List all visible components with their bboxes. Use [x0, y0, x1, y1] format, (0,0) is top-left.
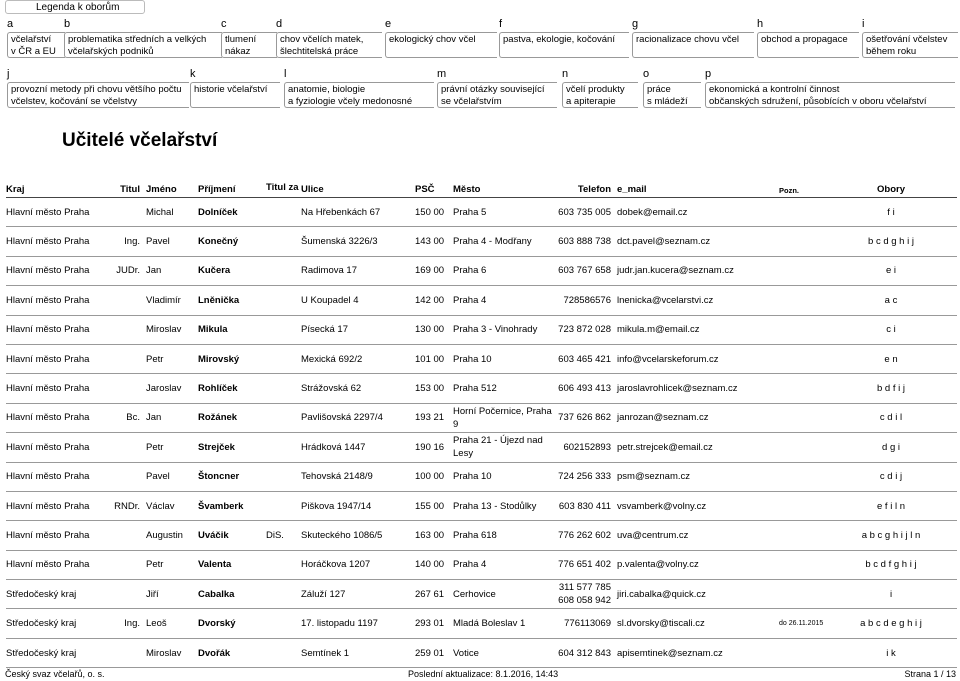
cell-email[interactable]: dobek@email.cz: [617, 198, 779, 227]
table-row: [6, 403, 957, 432]
table-row: [6, 462, 957, 491]
cell-obory: c d i j: [827, 462, 957, 491]
cell-titul-za: [266, 344, 301, 373]
cell-telefon: 724 256 333: [555, 462, 617, 491]
cell-titul-za: [266, 256, 301, 285]
cell-mesto: Praha 10: [453, 462, 555, 491]
cell-pozn: [779, 580, 827, 609]
cell-psc: 130 00: [415, 315, 453, 344]
cell-ulice: 17. listopadu 1197: [301, 609, 415, 638]
cell-telefon: 776 651 402: [555, 550, 617, 579]
cell-email[interactable]: p.valenta@volny.cz: [617, 550, 779, 579]
cell-prijmeni: Cabalka: [198, 580, 266, 609]
cell-jmeno: Jan: [146, 256, 198, 285]
cell-mesto: Praha 13 - Stodůlky: [453, 491, 555, 520]
header-ulice: Ulice: [301, 164, 415, 198]
cell-titul: [112, 550, 146, 579]
cell-kraj: Hlavní město Praha: [6, 227, 112, 256]
cell-email[interactable]: apisemtinek@seznam.cz: [617, 638, 779, 667]
cell-telefon: 311 577 785 608 058 942: [555, 580, 617, 609]
cell-mesto: Praha 21 - Újezd nad Lesy: [453, 433, 555, 462]
cell-psc: 143 00: [415, 227, 453, 256]
cell-psc: 293 01: [415, 609, 453, 638]
cell-ulice: Strážovská 62: [301, 374, 415, 403]
legend-e: e ekologický chov včel: [385, 16, 497, 58]
cell-ulice: Semtínek 1: [301, 638, 415, 667]
cell-jmeno: Petr: [146, 344, 198, 373]
cell-telefon: 723 872 028: [555, 315, 617, 344]
cell-titul-za: [266, 550, 301, 579]
legend-k: k historie včelařství: [190, 66, 280, 108]
cell-obory: e n: [827, 344, 957, 373]
cell-prijmeni: Štoncner: [198, 462, 266, 491]
cell-prijmeni: Lněnička: [198, 286, 266, 315]
cell-email[interactable]: dct.pavel@seznam.cz: [617, 227, 779, 256]
cell-ulice: Šumenská 3226/3: [301, 227, 415, 256]
cell-titul-za: [266, 286, 301, 315]
cell-jmeno: Jiří: [146, 580, 198, 609]
table-row: [6, 580, 957, 609]
header-kraj: Kraj: [6, 164, 112, 198]
cell-kraj: Hlavní město Praha: [6, 462, 112, 491]
cell-prijmeni: Mikula: [198, 315, 266, 344]
legend-j: j provozní metody při chovu většího počtu včelstev, kočování se včelstvy: [7, 66, 189, 108]
cell-obory: i: [827, 580, 957, 609]
legend-d: d chov včelích matek, šlechtitelská práce: [276, 16, 382, 58]
cell-ulice: U Koupadel 4: [301, 286, 415, 315]
cell-prijmeni: Uváčik: [198, 521, 266, 550]
cell-pozn: do 26.11.2015: [779, 609, 827, 638]
cell-obory: b c d g h i j: [827, 227, 957, 256]
cell-titul-za: DiS.: [266, 521, 301, 550]
cell-pozn: [779, 462, 827, 491]
cell-email[interactable]: janrozan@seznam.cz: [617, 403, 779, 432]
legend-h: h obchod a propagace: [757, 16, 859, 58]
header-jmeno: Jméno: [146, 164, 198, 198]
cell-titul: [112, 286, 146, 315]
cell-kraj: Hlavní město Praha: [6, 374, 112, 403]
table-row: [6, 609, 957, 638]
cell-ulice: Tehovská 2148/9: [301, 462, 415, 491]
cell-mesto: Mladá Boleslav 1: [453, 609, 555, 638]
cell-titul: [112, 638, 146, 667]
cell-mesto: Cerhovice: [453, 580, 555, 609]
cell-psc: 190 16: [415, 433, 453, 462]
cell-prijmeni: Dolníček: [198, 198, 266, 227]
cell-jmeno: Jaroslav: [146, 374, 198, 403]
cell-kraj: Středočeský kraj: [6, 580, 112, 609]
header-telefon: Telefon: [555, 164, 617, 198]
cell-obory: b d f i j: [827, 374, 957, 403]
cell-mesto: Praha 10: [453, 344, 555, 373]
cell-jmeno: Petr: [146, 433, 198, 462]
header-titul-za: Titul za: [266, 164, 301, 198]
cell-titul: [112, 198, 146, 227]
cell-psc: 153 00: [415, 374, 453, 403]
cell-titul-za: [266, 638, 301, 667]
cell-titul-za: [266, 227, 301, 256]
cell-mesto: Praha 4: [453, 550, 555, 579]
table-row: [6, 638, 957, 667]
cell-titul: JUDr.: [112, 256, 146, 285]
cell-kraj: Hlavní město Praha: [6, 286, 112, 315]
cell-pozn: [779, 374, 827, 403]
cell-email[interactable]: lnenicka@vcelarstvi.cz: [617, 286, 779, 315]
cell-psc: 140 00: [415, 550, 453, 579]
cell-prijmeni: Dvorský: [198, 609, 266, 638]
cell-email[interactable]: vsvamberk@volny.cz: [617, 491, 779, 520]
cell-telefon: 776113069: [555, 609, 617, 638]
table-row: [6, 491, 957, 520]
cell-jmeno: Vladimír: [146, 286, 198, 315]
cell-psc: 150 00: [415, 198, 453, 227]
legend-f: f pastva, ekologie, kočování: [499, 16, 629, 58]
cell-email[interactable]: petr.strejcek@email.cz: [617, 433, 779, 462]
cell-titul: [112, 344, 146, 373]
cell-prijmeni: Rožánek: [198, 403, 266, 432]
table-row: [6, 550, 957, 579]
header-obory: Obory: [827, 164, 957, 198]
legend-title: Legenda k oborům: [5, 0, 145, 14]
legend-b: b problematika středních a velkých včelařských podniků: [64, 16, 222, 58]
cell-obory: f i: [827, 198, 957, 227]
cell-kraj: Hlavní město Praha: [6, 521, 112, 550]
cell-mesto: Praha 6: [453, 256, 555, 285]
cell-telefon: 606 493 413: [555, 374, 617, 403]
footer-right: Strana 1 / 13: [904, 669, 956, 679]
cell-obory: d g i: [827, 433, 957, 462]
legend-m: m právní otázky související se včelařstvím: [437, 66, 557, 108]
cell-titul: [112, 433, 146, 462]
cell-telefon: 603 735 005: [555, 198, 617, 227]
cell-pozn: [779, 403, 827, 432]
cell-titul-za: [266, 198, 301, 227]
cell-telefon: 737 626 862: [555, 403, 617, 432]
legend-l: l anatomie, biologie a fyziologie včely medonosné: [284, 66, 434, 108]
cell-email[interactable]: judr.jan.kucera@seznam.cz: [617, 256, 779, 285]
cell-titul-za: [266, 433, 301, 462]
cell-mesto: Votice: [453, 638, 555, 667]
cell-prijmeni: Rohlíček: [198, 374, 266, 403]
cell-psc: 193 21: [415, 403, 453, 432]
cell-pozn: [779, 433, 827, 462]
cell-pozn: [779, 198, 827, 227]
cell-kraj: Hlavní město Praha: [6, 256, 112, 285]
cell-jmeno: Petr: [146, 550, 198, 579]
cell-kraj: Hlavní město Praha: [6, 433, 112, 462]
cell-titul: RNDr.: [112, 491, 146, 520]
cell-email[interactable]: mikula.m@email.cz: [617, 315, 779, 344]
cell-psc: 163 00: [415, 521, 453, 550]
cell-titul-za: [266, 491, 301, 520]
legend-g: g racionalizace chovu včel: [632, 16, 754, 58]
header-titul: Titul: [112, 164, 146, 198]
cell-ulice: Hrádková 1447: [301, 433, 415, 462]
cell-email[interactable]: uva@centrum.cz: [617, 521, 779, 550]
cell-psc: 100 00: [415, 462, 453, 491]
cell-ulice: Horáčkova 1207: [301, 550, 415, 579]
cell-telefon: 604 312 843: [555, 638, 617, 667]
cell-pozn: [779, 256, 827, 285]
cell-obory: a b c d e g h i j: [827, 609, 957, 638]
table-row: [6, 286, 957, 315]
header-mesto: Město: [453, 164, 555, 198]
cell-obory: c d i l: [827, 403, 957, 432]
header-prijmeni: Příjmení: [198, 164, 266, 198]
cell-pozn: [779, 521, 827, 550]
cell-titul: Ing.: [112, 609, 146, 638]
cell-prijmeni: Valenta: [198, 550, 266, 579]
cell-pozn: [779, 344, 827, 373]
cell-psc: 267 61: [415, 580, 453, 609]
cell-prijmeni: Dvořák: [198, 638, 266, 667]
cell-titul-za: [266, 462, 301, 491]
cell-mesto: Praha 512: [453, 374, 555, 403]
cell-telefon: 603 465 421: [555, 344, 617, 373]
cell-titul-za: [266, 580, 301, 609]
cell-jmeno: Leoš: [146, 609, 198, 638]
footer-left: Český svaz včelařů, o. s.: [5, 669, 105, 679]
legend-c: c tlumení nákaz: [221, 16, 277, 58]
cell-titul-za: [266, 609, 301, 638]
cell-psc: 259 01: [415, 638, 453, 667]
table-row: [6, 521, 957, 550]
cell-titul: [112, 521, 146, 550]
cell-ulice: Záluží 127: [301, 580, 415, 609]
cell-pozn: [779, 227, 827, 256]
cell-titul: [112, 580, 146, 609]
cell-obory: a b c g h i j l n: [827, 521, 957, 550]
table-row: [6, 433, 957, 462]
header-email: e_mail: [617, 164, 779, 198]
cell-psc: 142 00: [415, 286, 453, 315]
cell-email[interactable]: sl.dvorsky@tiscali.cz: [617, 609, 779, 638]
cell-pozn: [779, 315, 827, 344]
cell-obory: a c: [827, 286, 957, 315]
cell-mesto: Praha 4 - Modřany: [453, 227, 555, 256]
teachers-table: [6, 164, 957, 668]
cell-telefon: 603 767 658: [555, 256, 617, 285]
cell-ulice: Mexická 692/2: [301, 344, 415, 373]
legend-i: i ošetřování včelstev během roku: [862, 16, 958, 58]
cell-ulice: Radimova 17: [301, 256, 415, 285]
cell-email[interactable]: psm@seznam.cz: [617, 462, 779, 491]
cell-kraj: Hlavní město Praha: [6, 344, 112, 373]
cell-prijmeni: Strejček: [198, 433, 266, 462]
table-row: [6, 344, 957, 373]
cell-email[interactable]: jaroslavrohlicek@seznam.cz: [617, 374, 779, 403]
cell-psc: 155 00: [415, 491, 453, 520]
cell-telefon: 602152893: [555, 433, 617, 462]
cell-ulice: Piškova 1947/14: [301, 491, 415, 520]
cell-obory: c i: [827, 315, 957, 344]
cell-psc: 101 00: [415, 344, 453, 373]
table-row: [6, 374, 957, 403]
cell-titul-za: [266, 315, 301, 344]
cell-titul: Ing.: [112, 227, 146, 256]
header-psc: PSČ: [415, 164, 453, 198]
legend-n: n včelí produkty a apiterapie: [562, 66, 638, 108]
cell-ulice: Skuteckého 1086/5: [301, 521, 415, 550]
cell-jmeno: Michal: [146, 198, 198, 227]
cell-pozn: [779, 638, 827, 667]
cell-obory: i k: [827, 638, 957, 667]
cell-ulice: Písecká 17: [301, 315, 415, 344]
header-pozn: Pozn.: [779, 164, 827, 198]
cell-obory: e f i l n: [827, 491, 957, 520]
cell-titul-za: [266, 403, 301, 432]
cell-prijmeni: Kučera: [198, 256, 266, 285]
legend-a: a včelařství v ČR a EU: [7, 16, 65, 58]
cell-obory: e i: [827, 256, 957, 285]
cell-jmeno: Miroslav: [146, 315, 198, 344]
cell-mesto: Praha 5: [453, 198, 555, 227]
cell-titul: [112, 462, 146, 491]
cell-kraj: Hlavní město Praha: [6, 550, 112, 579]
cell-mesto: Praha 3 - Vinohrady: [453, 315, 555, 344]
cell-telefon: 728586576: [555, 286, 617, 315]
cell-telefon: 603 830 411: [555, 491, 617, 520]
cell-jmeno: Pavel: [146, 227, 198, 256]
cell-obory: b c d f g h i j: [827, 550, 957, 579]
table-row: [6, 227, 957, 256]
cell-ulice: Na Hřebenkách 67: [301, 198, 415, 227]
cell-titul-za: [266, 374, 301, 403]
table-row: [6, 256, 957, 285]
cell-pozn: [779, 286, 827, 315]
footer-center: Poslední aktualizace: 8.1.2016, 14:43: [408, 669, 559, 679]
cell-kraj: Hlavní město Praha: [6, 491, 112, 520]
table-header-row: [6, 164, 957, 198]
cell-pozn: [779, 491, 827, 520]
cell-kraj: Hlavní město Praha: [6, 403, 112, 432]
cell-titul: [112, 374, 146, 403]
table-row: [6, 198, 957, 227]
cell-email[interactable]: jiri.cabalka@quick.cz: [617, 580, 779, 609]
cell-kraj: Středočeský kraj: [6, 609, 112, 638]
cell-ulice: Pavlišovská 2297/4: [301, 403, 415, 432]
cell-telefon: 603 888 738: [555, 227, 617, 256]
cell-psc: 169 00: [415, 256, 453, 285]
cell-mesto: Horní Počernice, Praha 9: [453, 403, 555, 432]
cell-email[interactable]: info@vcelarskeforum.cz: [617, 344, 779, 373]
cell-telefon: 776 262 602: [555, 521, 617, 550]
cell-prijmeni: Švamberk: [198, 491, 266, 520]
cell-kraj: Hlavní město Praha: [6, 198, 112, 227]
cell-prijmeni: Konečný: [198, 227, 266, 256]
cell-jmeno: Augustin: [146, 521, 198, 550]
cell-prijmeni: Mirovský: [198, 344, 266, 373]
cell-jmeno: Miroslav: [146, 638, 198, 667]
cell-kraj: Středočeský kraj: [6, 638, 112, 667]
cell-kraj: Hlavní město Praha: [6, 315, 112, 344]
legend-o: o práce s mládeží: [643, 66, 701, 108]
cell-mesto: Praha 4: [453, 286, 555, 315]
cell-pozn: [779, 550, 827, 579]
cell-jmeno: Jan: [146, 403, 198, 432]
legend-p: p ekonomická a kontrolní činnost občanských sdružení, působících v oboru včelařství: [705, 66, 955, 108]
cell-jmeno: Pavel: [146, 462, 198, 491]
cell-mesto: Praha 618: [453, 521, 555, 550]
cell-titul: [112, 315, 146, 344]
cell-jmeno: Václav: [146, 491, 198, 520]
table-row: [6, 315, 957, 344]
cell-titul: Bc.: [112, 403, 146, 432]
page-title: Učitelé včelařství: [62, 130, 218, 151]
